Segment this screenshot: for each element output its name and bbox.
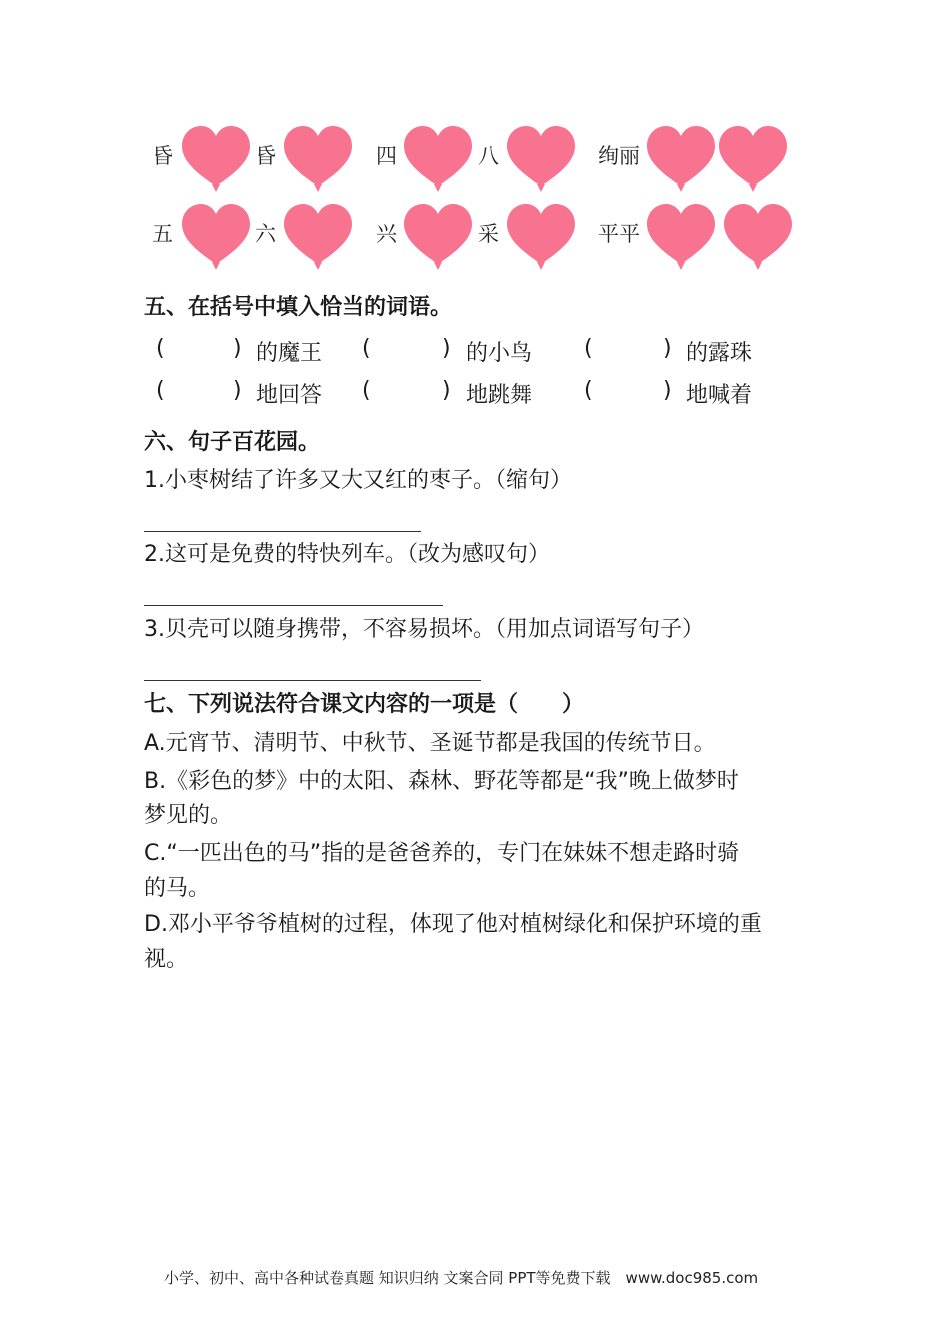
- question-2: 2.这可是免费的特快列车。（改为感叹句）: [144, 542, 550, 567]
- close-paren: ): [442, 336, 451, 361]
- section-5-title: 五、在括号中填入恰当的词语。: [144, 295, 453, 320]
- heart-label: 平平: [598, 222, 640, 246]
- heart-blank[interactable]: [504, 124, 578, 194]
- heart-label: 昏: [152, 144, 173, 168]
- section-7-title: 七、下列说法符合课文内容的一项是（ ）: [144, 692, 585, 717]
- fill-item-text: 地回答: [256, 383, 323, 408]
- heart-blank[interactable]: [281, 202, 355, 272]
- option-c-continued: 的马。: [144, 876, 211, 901]
- page-footer: 小学、初中、高中各种试卷真题 知识归纳 文案合同 PPT等免费下载 www.doc985.com: [164, 1269, 759, 1287]
- option-b-continued: 梦见的。: [144, 803, 233, 828]
- heart-blank[interactable]: [644, 124, 718, 194]
- close-paren: ): [233, 336, 242, 361]
- fill-item-text: 地跳舞: [466, 383, 533, 408]
- heart-blank[interactable]: [716, 124, 790, 194]
- heart-label: 绚丽: [598, 144, 640, 168]
- close-paren: ): [233, 378, 242, 403]
- heart-label: 八: [478, 144, 499, 168]
- answer-line-2[interactable]: [144, 605, 443, 606]
- heart-blank[interactable]: [179, 124, 253, 194]
- open-paren: (: [156, 336, 165, 361]
- option-a[interactable]: A.元宵节、清明节、中秋节、圣诞节都是我国的传统节日。: [144, 731, 716, 756]
- option-b[interactable]: B.《彩色的梦》中的太阳、森林、野花等都是“我”晚上做梦时: [144, 769, 739, 794]
- open-paren: (: [584, 378, 593, 403]
- heart-label: 采: [478, 222, 499, 246]
- open-paren: (: [156, 378, 165, 403]
- fill-item-text: 的魔王: [256, 341, 323, 366]
- heart-label: 四: [376, 144, 397, 168]
- heart-blank[interactable]: [401, 202, 475, 272]
- heart-blank[interactable]: [721, 202, 795, 272]
- heart-blank[interactable]: [281, 124, 355, 194]
- section-6-title: 六、句子百花园。: [144, 430, 321, 455]
- heart-blank[interactable]: [179, 202, 253, 272]
- open-paren: (: [362, 378, 371, 403]
- question-1: 1.小枣树结了许多又大又红的枣子。（缩句）: [144, 468, 572, 493]
- answer-line-3[interactable]: [144, 680, 481, 681]
- heart-blank[interactable]: [401, 124, 475, 194]
- fill-item-text: 的露珠: [686, 341, 753, 366]
- question-3: 3.贝壳可以随身携带，不容易损坏。（用加点词语写句子）: [144, 617, 704, 642]
- answer-line-1[interactable]: [144, 531, 421, 532]
- open-paren: (: [362, 336, 371, 361]
- heart-label: 五: [152, 222, 173, 246]
- heart-label: 昏: [255, 144, 276, 168]
- close-paren: ): [663, 336, 672, 361]
- option-c[interactable]: C.“一匹出色的马”指的是爸爸养的，专门在妹妹不想走路时骑: [144, 841, 740, 866]
- close-paren: ): [663, 378, 672, 403]
- option-d[interactable]: D.邓小平爷爷植树的过程，体现了他对植树绿化和保护环境的重: [144, 912, 762, 937]
- open-paren: (: [584, 336, 593, 361]
- option-d-continued: 视。: [144, 947, 189, 972]
- fill-item-text: 的小鸟: [466, 341, 533, 366]
- close-paren: ): [442, 378, 451, 403]
- heart-label: 六: [255, 222, 276, 246]
- fill-item-text: 地喊着: [686, 383, 753, 408]
- heart-label: 兴: [376, 222, 397, 246]
- heart-blank[interactable]: [504, 202, 578, 272]
- heart-blank[interactable]: [644, 202, 718, 272]
